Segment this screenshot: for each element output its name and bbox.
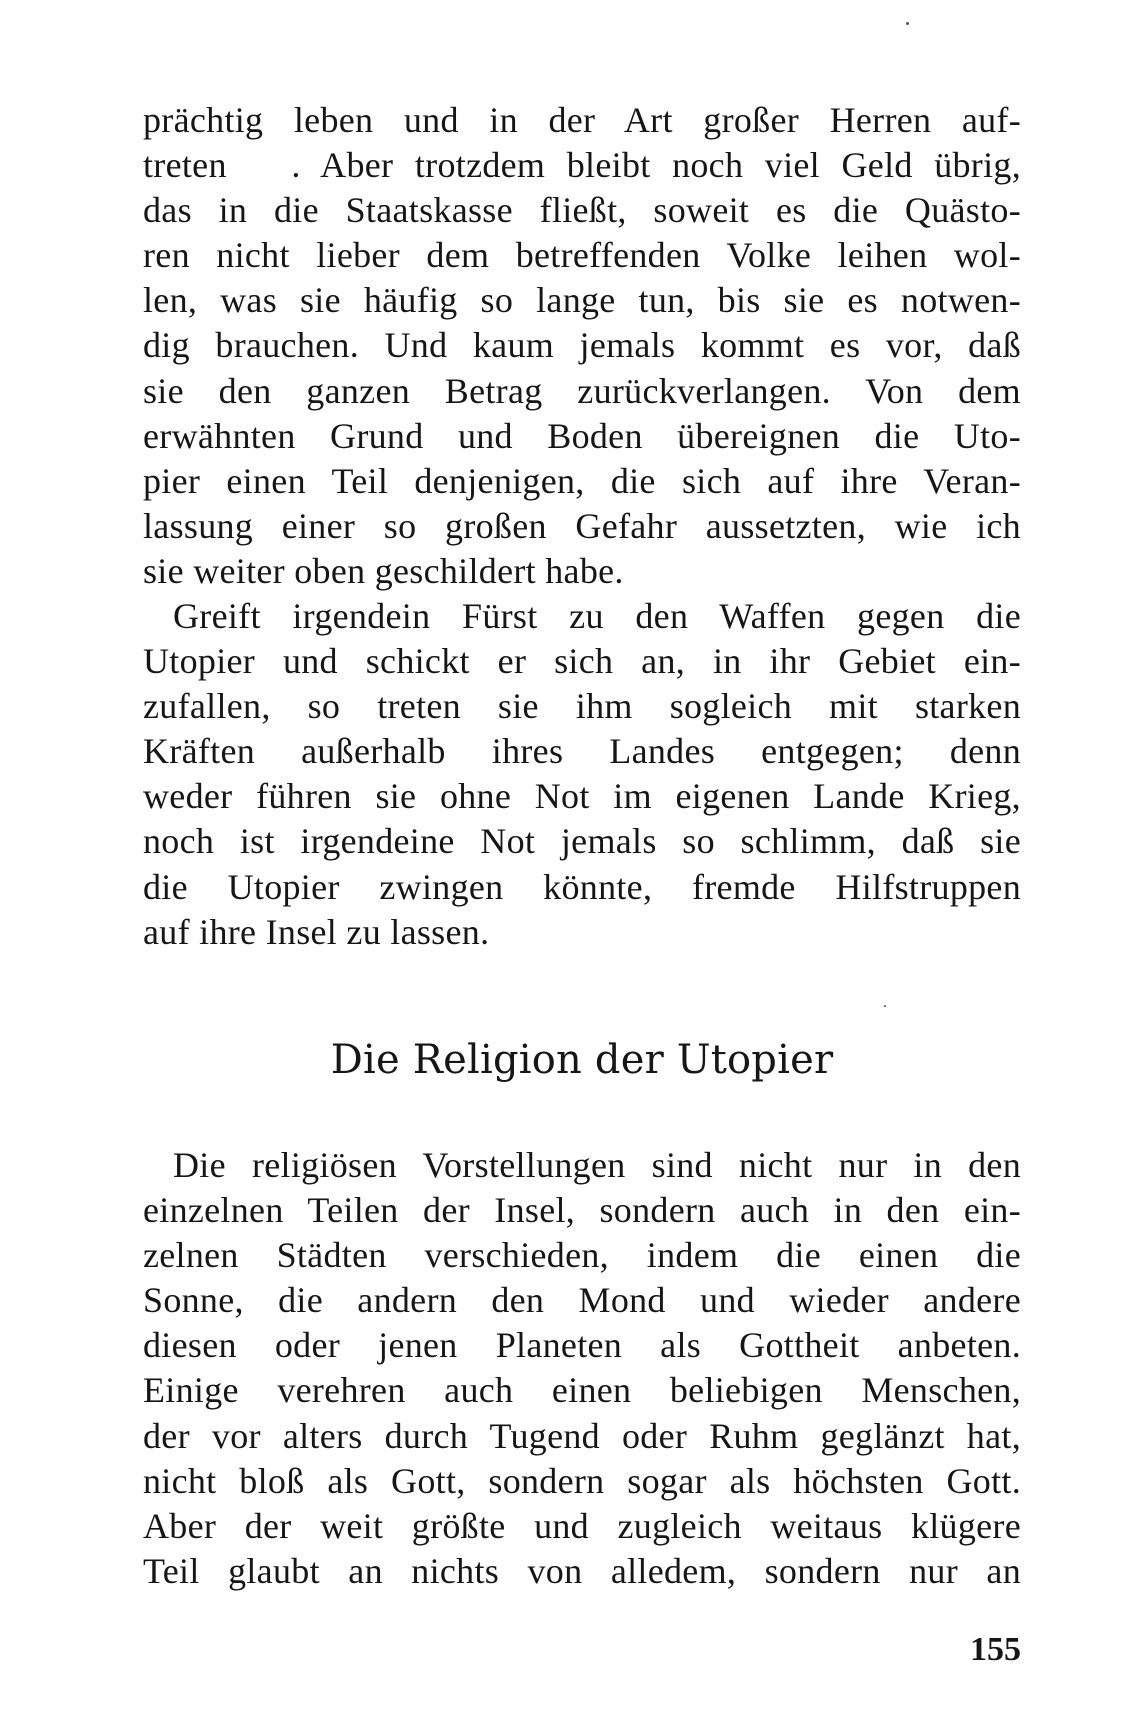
paragraph-2 xyxy=(143,594,1021,955)
paragraph-1 xyxy=(143,98,1021,594)
text-line: sie den ganzen Betrag zurückverlangen. Von dem xyxy=(143,370,1021,411)
text-line: weder führen sie ohne Not im eigenen Lande Krieg, xyxy=(143,776,1021,817)
print-speck xyxy=(906,22,909,25)
text-line: Utopier und schickt er sich an, in ihr Gebiet ein- xyxy=(143,641,1021,682)
text-line: Teil glaubt an nichts von alledem, sondern nur an xyxy=(143,1550,1021,1591)
text-line: Greift irgendein Fürst zu den Waffen gegen die xyxy=(173,596,1021,636)
text-line: das in die Staatskasse fließt, soweit es die Quästo- xyxy=(143,190,1021,231)
text-line: len, was sie häufig so lange tun, bis sie es notwen- xyxy=(143,280,1021,321)
section-heading: Die Religion der Utopier xyxy=(330,1037,834,1083)
text-line: nicht bloß als Gott, sondern sogar als höchsten Gott. xyxy=(143,1460,1021,1501)
text-line: diesen oder jenen Planeten als Gottheit anbeten. xyxy=(143,1325,1021,1366)
paragraph-3 xyxy=(143,1143,1021,1594)
text-line: noch ist irgendeine Not jemals so schlimm, daß sie xyxy=(143,821,1021,862)
page-number: 155 xyxy=(970,1631,1021,1668)
text-line: dig brauchen. Und kaum jemals kommt es vor, daß xyxy=(143,325,1021,366)
text-line: Die religiösen Vorstellungen sind nicht nur in den xyxy=(173,1145,1021,1185)
text-line: Kräften außerhalb ihres Landes entgegen; denn xyxy=(143,731,1021,772)
text-line: einzelnen Teilen der Insel, sondern auch in den ein- xyxy=(143,1190,1021,1231)
text-line: lassung einer so großen Gefahr aussetzten, wie ich xyxy=(143,505,1021,546)
text-line: sie weiter oben geschildert habe. xyxy=(143,550,624,591)
print-speck xyxy=(884,1005,886,1007)
text-line: ren nicht lieber dem betreffenden Volke leihen wol- xyxy=(143,235,1021,276)
text-line: erwähnten Grund und Boden übereignen die Uto- xyxy=(143,415,1021,456)
text-line: treten . Aber trotzdem bleibt noch viel Geld übrig, xyxy=(143,145,1021,186)
text-line: auf ihre Insel zu lassen. xyxy=(143,911,490,952)
text-line: Einige verehren auch einen beliebigen Menschen, xyxy=(143,1370,1021,1411)
text-line: pier einen Teil denjenigen, die sich auf ihre Veran- xyxy=(143,460,1021,501)
text-line: zelnen Städten verschieden, indem die einen die xyxy=(143,1235,1021,1276)
text-line: die Utopier zwingen könnte, fremde Hilfstruppen xyxy=(143,866,1021,907)
text-line: Aber der weit größte und zugleich weitaus klügere xyxy=(143,1505,1021,1546)
text-line: Sonne, die andern den Mond und wieder andere xyxy=(143,1280,1021,1321)
text-line: der vor alters durch Tugend oder Ruhm geglänzt hat, xyxy=(143,1415,1021,1456)
text-line: zufallen, so treten sie ihm sogleich mit starken xyxy=(143,686,1021,727)
text-line: prächtig leben und in der Art großer Herren auf- xyxy=(143,100,1021,140)
